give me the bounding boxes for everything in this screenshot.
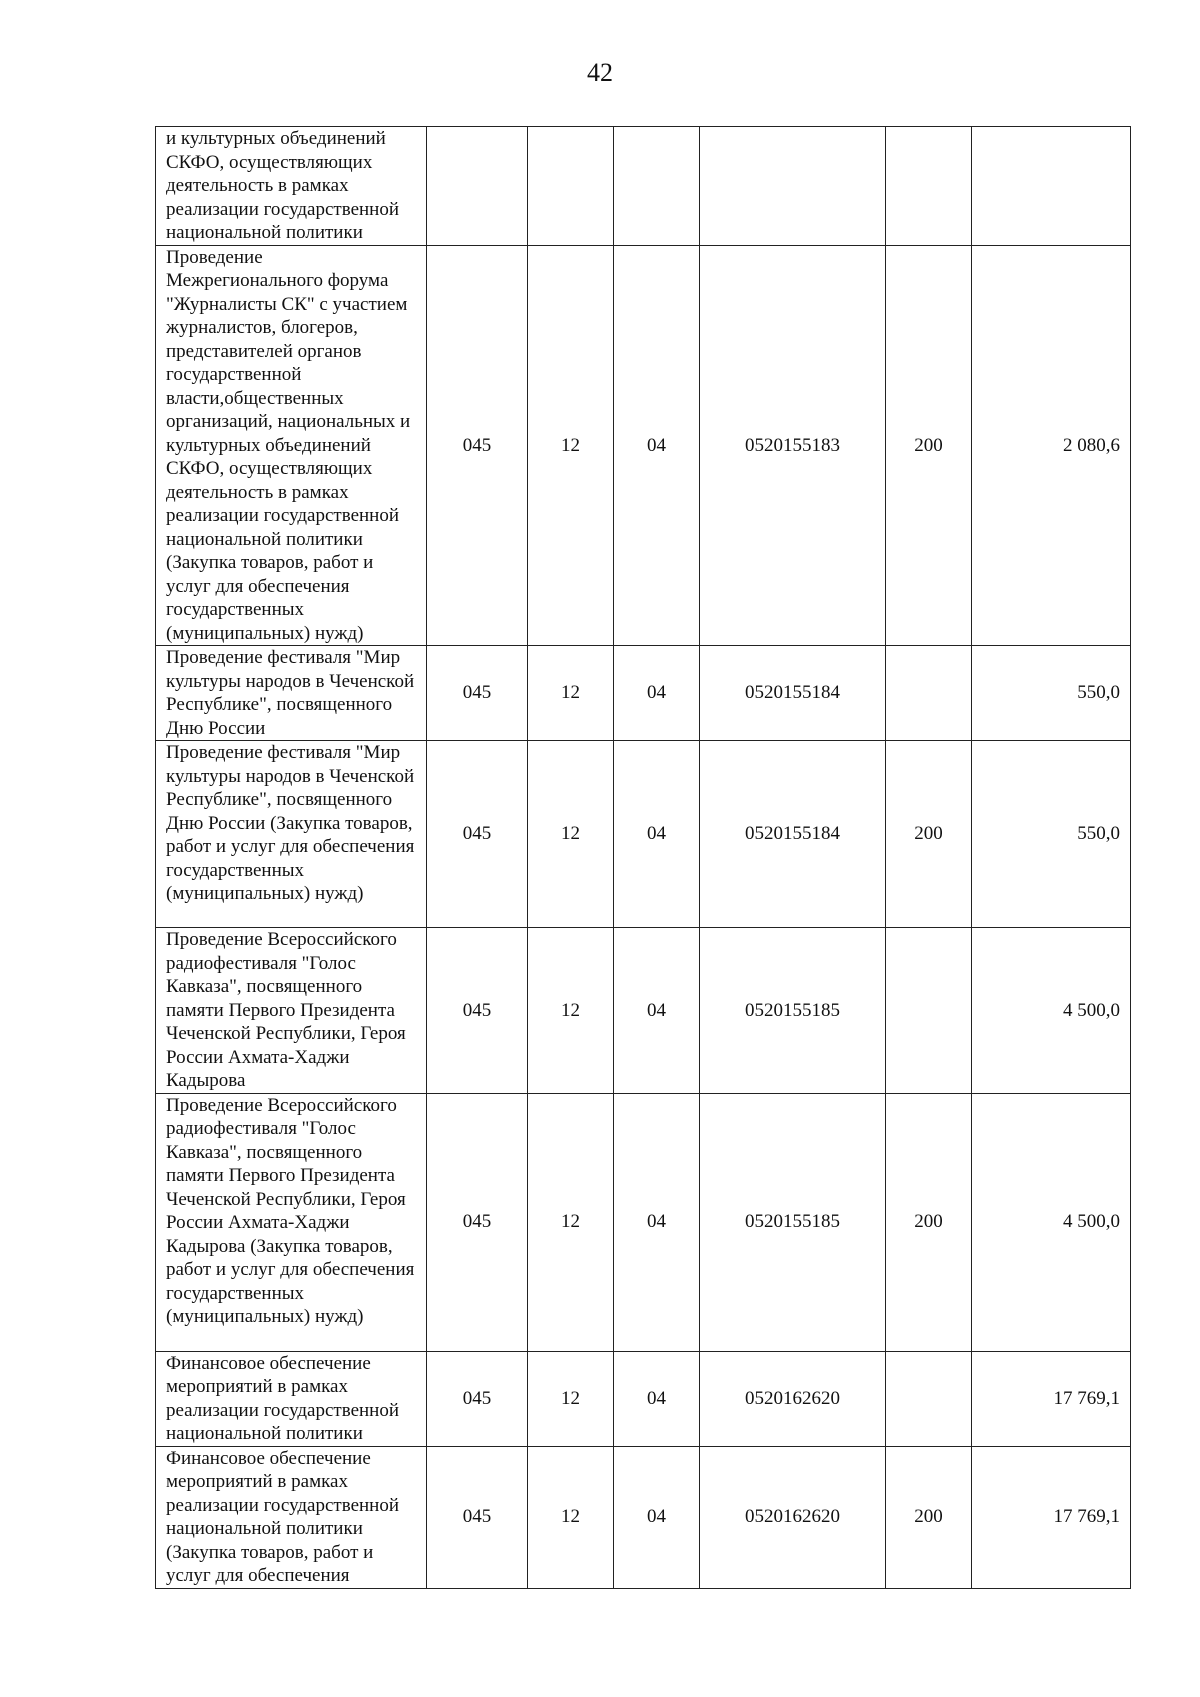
ministry-code: 045	[427, 741, 528, 928]
table-row	[156, 1093, 1131, 1351]
ministry-code: 045	[427, 1446, 528, 1588]
row-description: Проведение Всероссийского радиофестиваля "Голос Кавказа", посвященного памяти Первого Президента Чеченской Республики, Героя России Ахмата-Хаджи Кадырова (Закупка товаров, работ и услуг для обеспечения государственных (муниципальных) нужд)	[156, 1093, 427, 1351]
expense-type-code: 200	[886, 741, 972, 928]
table-row	[156, 245, 1131, 646]
target-article-code	[700, 127, 886, 246]
subsection-code: 04	[614, 928, 700, 1094]
page-number: 42	[587, 58, 613, 87]
amount-value: 4 500,0	[972, 1093, 1131, 1351]
ministry-code: 045	[427, 928, 528, 1094]
expense-type-code	[886, 928, 972, 1094]
expense-type-code	[886, 1351, 972, 1446]
table-row	[156, 127, 1131, 246]
table-row	[156, 1446, 1131, 1588]
subsection-code: 04	[614, 1351, 700, 1446]
table-row	[156, 646, 1131, 741]
amount-value: 550,0	[972, 646, 1131, 741]
amount-value: 17 769,1	[972, 1446, 1131, 1588]
expense-type-code: 200	[886, 1446, 972, 1588]
section-code	[528, 127, 614, 246]
section-code: 12	[528, 1093, 614, 1351]
ministry-code: 045	[427, 646, 528, 741]
subsection-code: 04	[614, 245, 700, 646]
subsection-code: 04	[614, 1446, 700, 1588]
amount-value: 17 769,1	[972, 1351, 1131, 1446]
target-article-code: 0520162620	[700, 1351, 886, 1446]
row-description: Проведение фестиваля "Мир культуры народов в Чеченской Республике", посвященного Дню России (Закупка товаров, работ и услуг для обеспечения государственных (муниципальных) нужд)	[156, 741, 427, 928]
amount-value: 4 500,0	[972, 928, 1131, 1094]
table-row	[156, 1351, 1131, 1446]
subsection-code: 04	[614, 646, 700, 741]
section-code: 12	[528, 1351, 614, 1446]
target-article-code: 0520162620	[700, 1446, 886, 1588]
expense-type-code: 200	[886, 245, 972, 646]
section-code: 12	[528, 245, 614, 646]
target-article-code: 0520155183	[700, 245, 886, 646]
section-code: 12	[528, 928, 614, 1094]
section-code: 12	[528, 741, 614, 928]
ministry-code: 045	[427, 1093, 528, 1351]
section-code: 12	[528, 1446, 614, 1588]
table-row	[156, 928, 1131, 1094]
target-article-code: 0520155184	[700, 646, 886, 741]
target-article-code: 0520155184	[700, 741, 886, 928]
expense-type-code: 200	[886, 1093, 972, 1351]
row-description: Проведение Межрегионального форума "Журналисты СК" с участием журналистов, блогеров, представителей органов государственной власти,общественных организаций, национальных и культурных объединений СКФО, осуществляющих деятельность в рамках реализации государственной национальной политики (Закупка товаров, работ и услуг для обеспечения государственных (муниципальных) нужд)	[156, 245, 427, 646]
row-description: Финансовое обеспечение мероприятий в рамках реализации государственной национальной политики	[156, 1351, 427, 1446]
section-code: 12	[528, 646, 614, 741]
ministry-code	[427, 127, 528, 246]
subsection-code: 04	[614, 741, 700, 928]
row-description: Финансовое обеспечение мероприятий в рамках реализации государственной национальной политики (Закупка товаров, работ и услуг для обеспечения	[156, 1446, 427, 1588]
subsection-code: 04	[614, 1093, 700, 1351]
amount-value: 2 080,6	[972, 245, 1131, 646]
table-row	[156, 741, 1131, 928]
subsection-code	[614, 127, 700, 246]
ministry-code: 045	[427, 1351, 528, 1446]
amount-value	[972, 127, 1131, 246]
row-description: Проведение Всероссийского радиофестиваля "Голос Кавказа", посвященного памяти Первого Президента Чеченской Республики, Героя России Ахмата-Хаджи Кадырова	[156, 928, 427, 1094]
expense-type-code	[886, 127, 972, 246]
row-description: и культурных объединений СКФО, осуществляющих деятельность в рамках реализации государственной национальной политики	[156, 127, 427, 246]
amount-value: 550,0	[972, 741, 1131, 928]
target-article-code: 0520155185	[700, 1093, 886, 1351]
budget-table	[155, 126, 1131, 1589]
expense-type-code	[886, 646, 972, 741]
row-description: Проведение фестиваля "Мир культуры народов в Чеченской Республике", посвященного Дню России	[156, 646, 427, 741]
ministry-code: 045	[427, 245, 528, 646]
target-article-code: 0520155185	[700, 928, 886, 1094]
